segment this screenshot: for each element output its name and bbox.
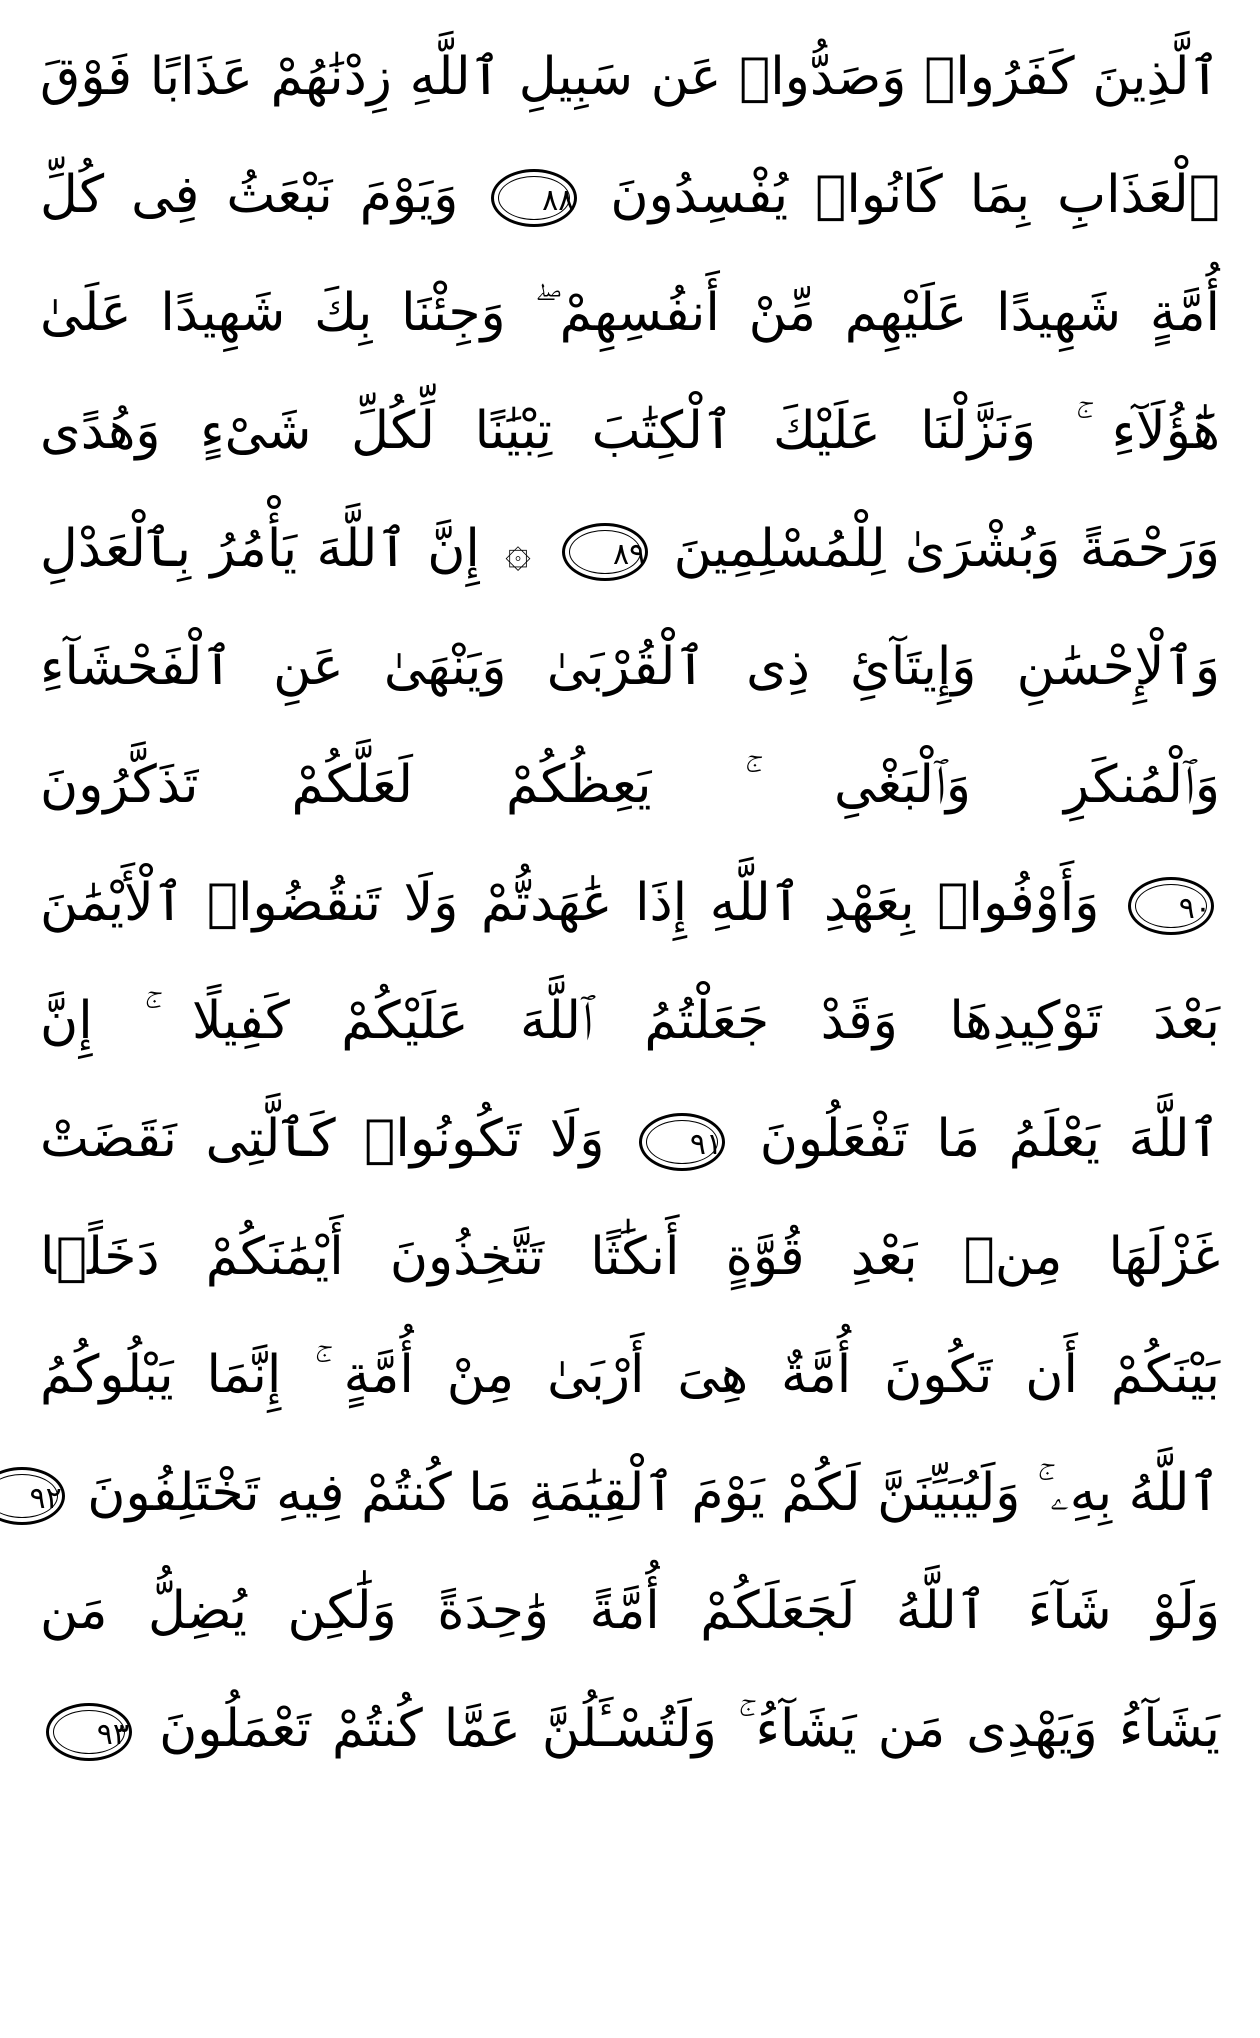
text-line-8 <box>40 844 1220 962</box>
ayah-number-marker-88: ٨٨ <box>491 169 577 227</box>
text-line-15 <box>40 1670 1220 1788</box>
verse-text: وَٱلْإِحْسَٰنِ وَإِيتَآئِ ذِى ٱلْقُرْبَىٰ وَيَنْهَىٰ عَنِ ٱلْفَحْشَآءِ <box>40 637 1220 697</box>
verse-text: وَلَوْ شَآءَ ٱللَّهُ لَجَعَلَكُمْ أُمَّةً وَٰحِدَةً وَلَٰكِن يُضِلُّ مَن <box>40 1581 1220 1641</box>
text-line-5 <box>40 490 1220 608</box>
verse-text: غَزْلَهَا مِنۢ بَعْدِ قُوَّةٍ أَنكَٰثًا تَتَّخِذُونَ أَيْمَٰنَكُمْ دَخَلًۢا <box>40 1227 1220 1287</box>
verse-text: ٱلْعَذَابِ بِمَا كَانُوا۟ يُفْسِدُونَ <box>610 165 1220 225</box>
ayah-number-marker-93: ٩٣ <box>46 1703 132 1761</box>
text-line-1 <box>40 18 1220 136</box>
verse-text: ٱللَّهَ يَعْلَمُ مَا تَفْعَلُونَ <box>759 1109 1221 1169</box>
verse-text: يَشَآءُ وَيَهْدِى مَن يَشَآءُ ۚ وَلَتُسْـَٔلُنَّ عَمَّا كُنتُمْ تَعْمَلُونَ <box>159 1699 1221 1759</box>
ayah-number-marker-90: ٩٠ <box>1128 877 1214 935</box>
verse-text: بَعْدَ تَوْكِيدِهَا وَقَدْ جَعَلْتُمُ ٱللَّهَ عَلَيْكُمْ كَفِيلًا ۚ إِنَّ <box>40 991 1220 1051</box>
text-line-3 <box>40 254 1220 372</box>
text-line-12 <box>40 1316 1220 1434</box>
text-line-2 <box>40 136 1220 254</box>
verse-text: وَأَوْفُوا۟ بِعَهْدِ ٱللَّهِ إِذَا عَٰهَدتُّمْ وَلَا تَنقُضُوا۟ ٱلْأَيْمَٰنَ <box>40 873 1100 933</box>
verse-text: هَٰٓؤُلَآءِ ۚ وَنَزَّلْنَا عَلَيْكَ ٱلْكِتَٰبَ تِبْيَٰنًا لِّكُلِّ شَىْءٍ وَهُدًى <box>40 401 1220 461</box>
ayah-number-marker-89: ٨٩ <box>562 523 648 581</box>
text-line-9 <box>40 962 1220 1080</box>
verse-text: ٱلَّذِينَ كَفَرُوا۟ وَصَدُّوا۟ عَن سَبِيلِ ٱللَّهِ زِدْنَٰهُمْ عَذَابًا فَوْقَ <box>40 47 1220 107</box>
verse-text: إِنَّ ٱللَّهَ يَأْمُرُ بِٱلْعَدْلِ <box>40 519 480 579</box>
ayah-number-marker-91: ٩١ <box>639 1113 725 1171</box>
text-line-7 <box>40 726 1220 844</box>
hizb-sign-icon: ۞ <box>505 526 531 577</box>
text-line-13 <box>29 1434 1220 1552</box>
text-line-6 <box>40 608 1220 726</box>
text-line-11 <box>40 1198 1220 1316</box>
text-line-10 <box>40 1080 1220 1198</box>
text-line-4 <box>40 372 1220 490</box>
verse-text: وَلَا تَكُونُوا۟ كَٱلَّتِى نَقَضَتْ <box>40 1109 605 1169</box>
verse-text: ٱللَّهُ بِهِۦ ۚ وَلَيُبَيِّنَنَّ لَكُمْ يَوْمَ ٱلْقِيَٰمَةِ مَا كُنتُمْ فِيهِ تَخْتَلِفُونَ <box>87 1463 1220 1523</box>
verse-text: وَيَوْمَ نَبْعَثُ فِى كُلِّ <box>40 165 459 225</box>
text-line-14 <box>40 1552 1220 1670</box>
verse-text: وَٱلْمُنكَرِ وَٱلْبَغْىِ ۚ يَعِظُكُمْ لَعَلَّكُمْ تَذَكَّرُونَ <box>40 755 1220 815</box>
ayah-number-marker-92: ٩٢ <box>0 1467 65 1525</box>
verse-text: وَرَحْمَةً وَبُشْرَىٰ لِلْمُسْلِمِينَ <box>673 519 1221 579</box>
verse-text: بَيْنَكُمْ أَن تَكُونَ أُمَّةٌ هِىَ أَرْبَىٰ مِنْ أُمَّةٍ ۚ إِنَّمَا يَبْلُوكُمُ <box>40 1345 1220 1405</box>
verse-text: أُمَّةٍ شَهِيدًا عَلَيْهِم مِّنْ أَنفُسِهِمْ ۖ وَجِئْنَا بِكَ شَهِيدًا عَلَىٰ <box>40 283 1220 343</box>
